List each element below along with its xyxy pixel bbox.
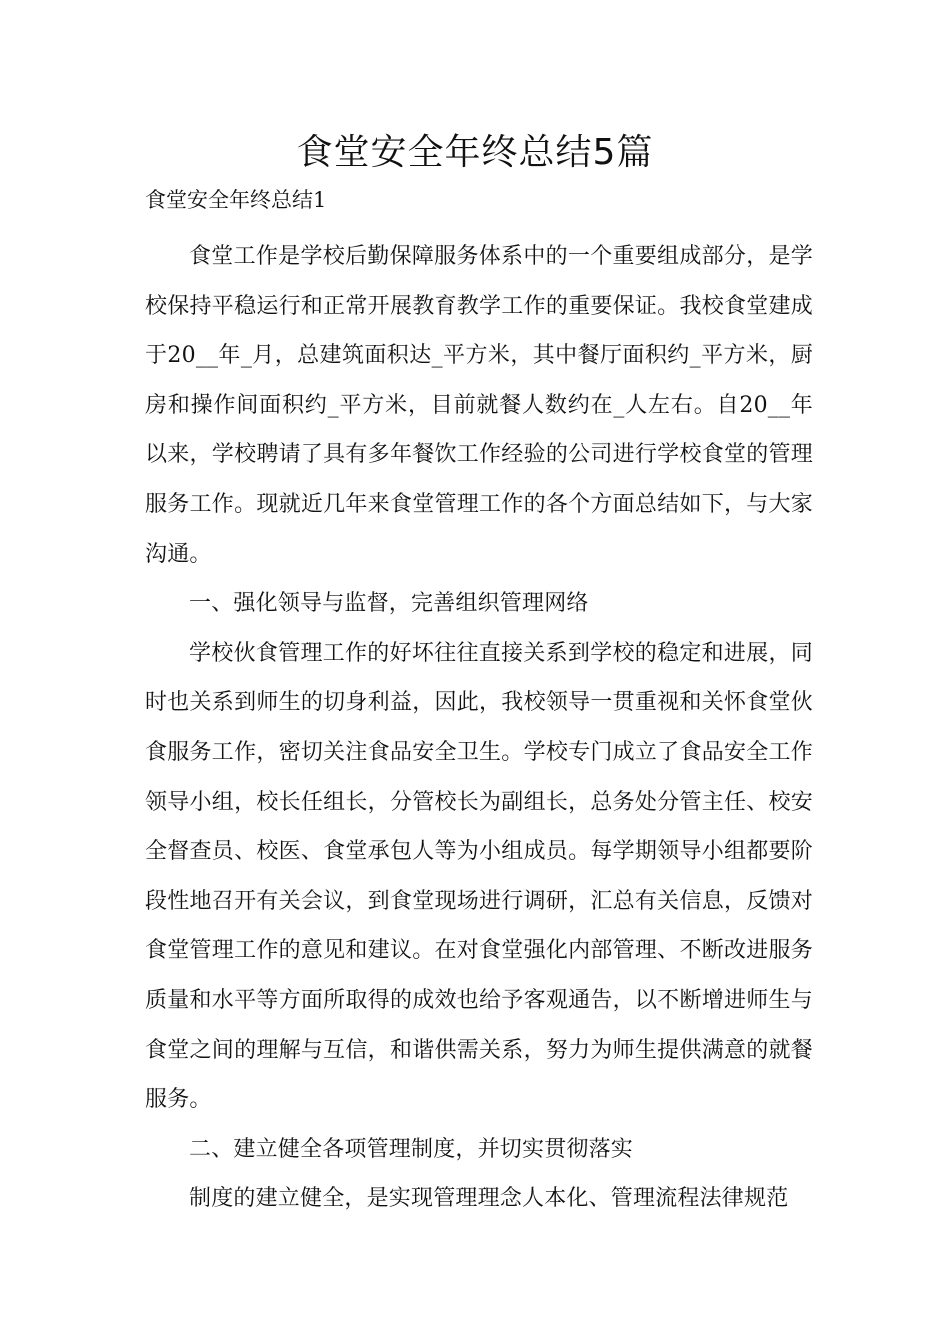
document-title: 食堂安全年终总结5篇 [296,132,654,173]
section-heading-1: 一、强化领导与监督，完善组织管理网络 [189,591,589,617]
document-body [145,232,813,1224]
section-subtitle: 食堂安全年终总结1 [145,188,327,212]
paragraph-intro: 食堂工作是学校后勤保障服务体系中的一个重要组成部分，是学校保持平稳运行和正常开展教育教学工作的重要保证。我校食堂建成于20__年_月，总建筑面积达_平方米，其中餐厅面积约_平方米，厨房和操作间面积约_平方米，目前就餐人数约在_人左右。自20__年以来，学校聘请了具有多年餐饮工作经验的公司进行学校食堂的管理服务工作。现就近几年来食堂管理工作的各个方面总结如下，与大家沟通。 [145,244,813,567]
paragraph-system: 制度的建立健全，是实现管理理念人本化、管理流程法律规范 [189,1186,789,1212]
paragraph-leadership: 学校伙食管理工作的好坏往往直接关系到学校的稳定和进展，同时也关系到师生的切身利益，因此，我校领导一贯重视和关怀食堂伙食服务工作，密切关注食品安全卫生。学校专门成立了食品安全工作领导小组，校长任组长，分管校长为副组长，总务处分管主任、校安全督查员、校医、食堂承包人等为小组成员。每学期领导小组都要阶段性地召开有关会议，到食堂现场进行调研，汇总有关信息，反馈对食堂管理工作的意见和建议。在对食堂强化内部管理、不断改进服务质量和水平等方面所取得的成效也给予客观通告，以不断增进师生与食堂之间的理解与互信，和谐供需关系，努力为师生提供满意的就餐服务。 [145,640,813,1113]
section-heading-2: 二、建立健全各项管理制度，并切实贯彻落实 [189,1136,634,1162]
